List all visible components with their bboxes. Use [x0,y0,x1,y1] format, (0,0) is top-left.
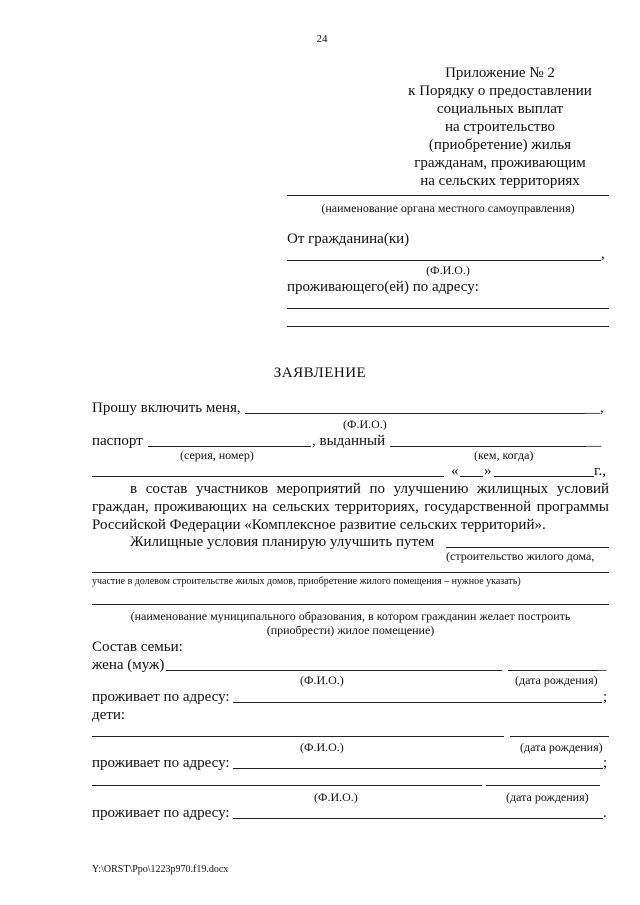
child2-name-field[interactable] [92,785,482,786]
municipality-field[interactable] [92,604,609,605]
improve-caption: (строительство жилого дома, [446,549,595,563]
issuer-continued-field[interactable] [92,476,444,477]
improve-method-field-2[interactable] [92,572,609,573]
child2-dob-field[interactable] [486,785,600,786]
date-open-quote: « [451,463,459,479]
municipality-caption-2: (приобрести) жилое помещение) [266,623,435,637]
spouse-dob-field[interactable] [508,670,599,671]
child1-dob-field[interactable] [510,736,609,737]
address-field-2[interactable] [287,326,609,327]
date-day-field[interactable] [460,476,483,477]
child2-address-period: . [603,805,607,821]
page-number: 24 [316,33,328,45]
spouse-tail: _ [599,657,607,673]
series-caption: (серия, номер) [180,448,254,462]
page-title: ЗАЯВЛЕНИЕ [273,365,367,381]
issuer-caption: (кем, когда) [474,448,534,462]
spouse-name-field[interactable] [166,670,502,671]
spouse-address-field[interactable] [233,702,602,703]
family-title: Состав семьи: [92,639,183,655]
applicant-name-field[interactable] [245,413,585,414]
from-citizen-label: От гражданина(ки) [287,231,410,247]
spouse-address-semicolon: ; [603,689,608,705]
municipality-caption-1: (наименование муниципального образования, в котором гражданин желает построить [130,609,571,623]
request-label: Прошу включить меня, [92,400,241,416]
appendix-line: социальных выплат [436,101,564,117]
passport-label: паспорт [92,433,143,449]
issued-label: , выданный [312,433,386,449]
spouse-fio-caption: (Ф.И.О.) [300,673,344,687]
improve-method-field[interactable] [446,547,609,548]
comma: , [601,246,605,262]
authority-caption: (наименование органа местного самоуправления) [321,201,575,215]
passport-series-field[interactable] [148,446,311,447]
child1-address-field[interactable] [233,768,603,769]
paragraph-line-3: Российской Федерации «Комплексное развитие сельских территорий». [92,517,546,533]
year-suffix: г., [594,463,606,479]
spouse-label: жена (муж) [92,657,165,673]
paragraph-line-2: граждан, проживающих на сельских территориях, государственной программы [92,499,609,515]
citizen-name-field[interactable] [287,260,601,261]
fio-caption: (Ф.И.О.) [426,263,470,277]
applicant-fio-caption: (Ф.И.О.) [343,417,387,431]
residing-label: проживающего(ей) по адресу: [287,279,479,295]
children-label: дети: [92,707,126,723]
passport-issuer-field[interactable] [390,446,586,447]
child1-fio-caption: (Ф.И.О.) [300,740,344,754]
spouse-dob-caption: (дата рождения) [515,673,598,687]
date-month-field[interactable] [494,476,594,477]
footer-file-path: Y:\ORST\Ppo\1223p970.f19.docx [92,864,229,875]
child2-fio-caption: (Ф.И.О.) [314,790,358,804]
child1-address-semicolon: ; [603,755,608,771]
request-tail: __, [585,400,604,416]
appendix-line: (приобретение) жилья [428,137,572,153]
improve-caption-2: участие в долевом строительстве жилых домов, приобретение жилого помещения – нужное указать) [92,576,521,587]
issued-tail: __ [586,433,601,449]
child2-dob-caption: (дата рождения) [506,790,589,804]
date-close-quote: » [484,463,492,479]
appendix-line: гражданам, проживающим [414,155,586,171]
child2-address-label: проживает по адресу: [92,805,230,821]
appendix-line: на строительство [444,119,556,135]
appendix-line: Приложение № 2 [445,65,555,81]
child1-name-field[interactable] [92,736,504,737]
address-field-1[interactable] [287,308,609,309]
child1-dob-caption: (дата рождения) [520,740,603,754]
appendix-line: на сельских территориях [420,173,580,189]
appendix-block [380,64,620,190]
child1-address-label: проживает по адресу: [92,755,230,771]
child2-address-field[interactable] [233,818,603,819]
authority-field[interactable] [287,195,609,196]
improve-label: Жилищные условия планирую улучшить путем [130,534,435,550]
paragraph-line-1: в состав участников мероприятий по улучшению жилищных условий [130,481,609,497]
spouse-address-label: проживает по адресу: [92,689,230,705]
appendix-line: к Порядку о предоставлении [408,83,592,99]
